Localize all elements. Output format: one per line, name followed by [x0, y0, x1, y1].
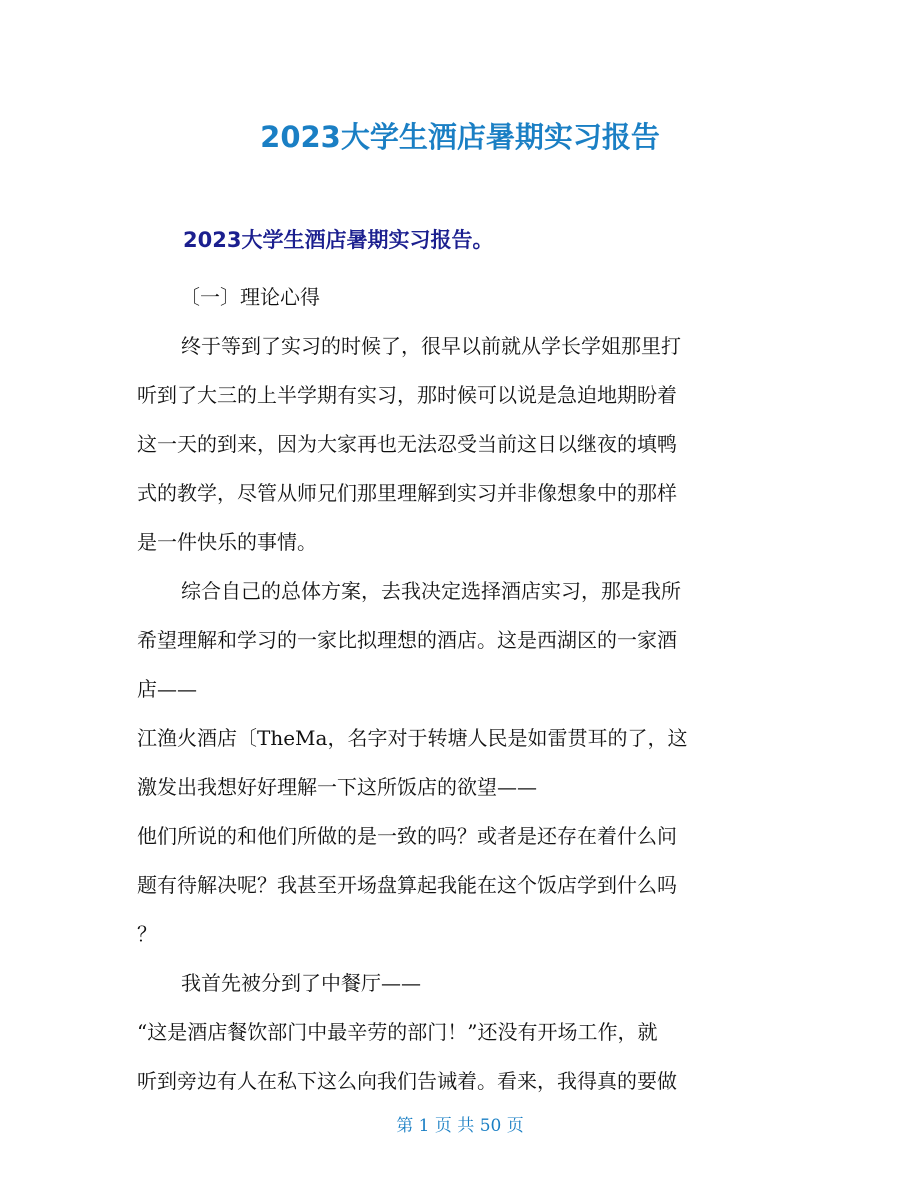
body-line: 这一天的到来，因为大家再也无法忍受当前这日以继夜的填鸭	[137, 432, 677, 456]
page-footer: 第 1 页 共 50 页	[396, 1116, 524, 1136]
body-line: 希望理解和学习的一家比拟理想的酒店。这是西湖区的一家酒	[137, 628, 677, 652]
body-line: “这是酒店餐饮部门中最辛劳的部门！”还没有开场工作，就	[137, 1020, 658, 1044]
document-title: 2023大学生酒店暑期实习报告	[260, 120, 660, 154]
body-line: 是一件快乐的事情。	[137, 530, 317, 554]
section-heading: 〔一〕理论心得	[180, 285, 320, 309]
body-line: 他们所说的和他们所做的是一致的吗？或者是还存在着什么问	[137, 824, 677, 848]
body-text	[137, 322, 787, 1106]
body-line: 我首先被分到了中餐厅——	[181, 971, 421, 995]
body-line: 店——	[137, 677, 197, 701]
document-subtitle: 2023大学生酒店暑期实习报告。	[183, 228, 494, 252]
body-line: 激发出我想好好理解一下这所饭店的欲望——	[137, 775, 537, 799]
body-line: ？	[137, 922, 157, 946]
body-line: 综合自己的总体方案，去我决定选择酒店实习，那是我所	[181, 579, 681, 603]
body-line: 听到了大三的上半学期有实习，那时候可以说是急迫地期盼着	[137, 383, 677, 407]
body-line: 题有待解决呢？我甚至开场盘算起我能在这个饭店学到什么吗	[137, 873, 677, 897]
body-line: 终于等到了实习的时候了，很早以前就从学长学姐那里打	[181, 334, 681, 358]
body-line: 听到旁边有人在私下这么向我们告诫着。看来，我得真的要做	[137, 1069, 677, 1093]
body-line: 式的教学，尽管从师兄们那里理解到实习并非像想象中的那样	[137, 481, 677, 505]
body-line: 江渔火酒店〔TheMa，名字对于转塘人民是如雷贯耳的了，这	[137, 726, 688, 750]
